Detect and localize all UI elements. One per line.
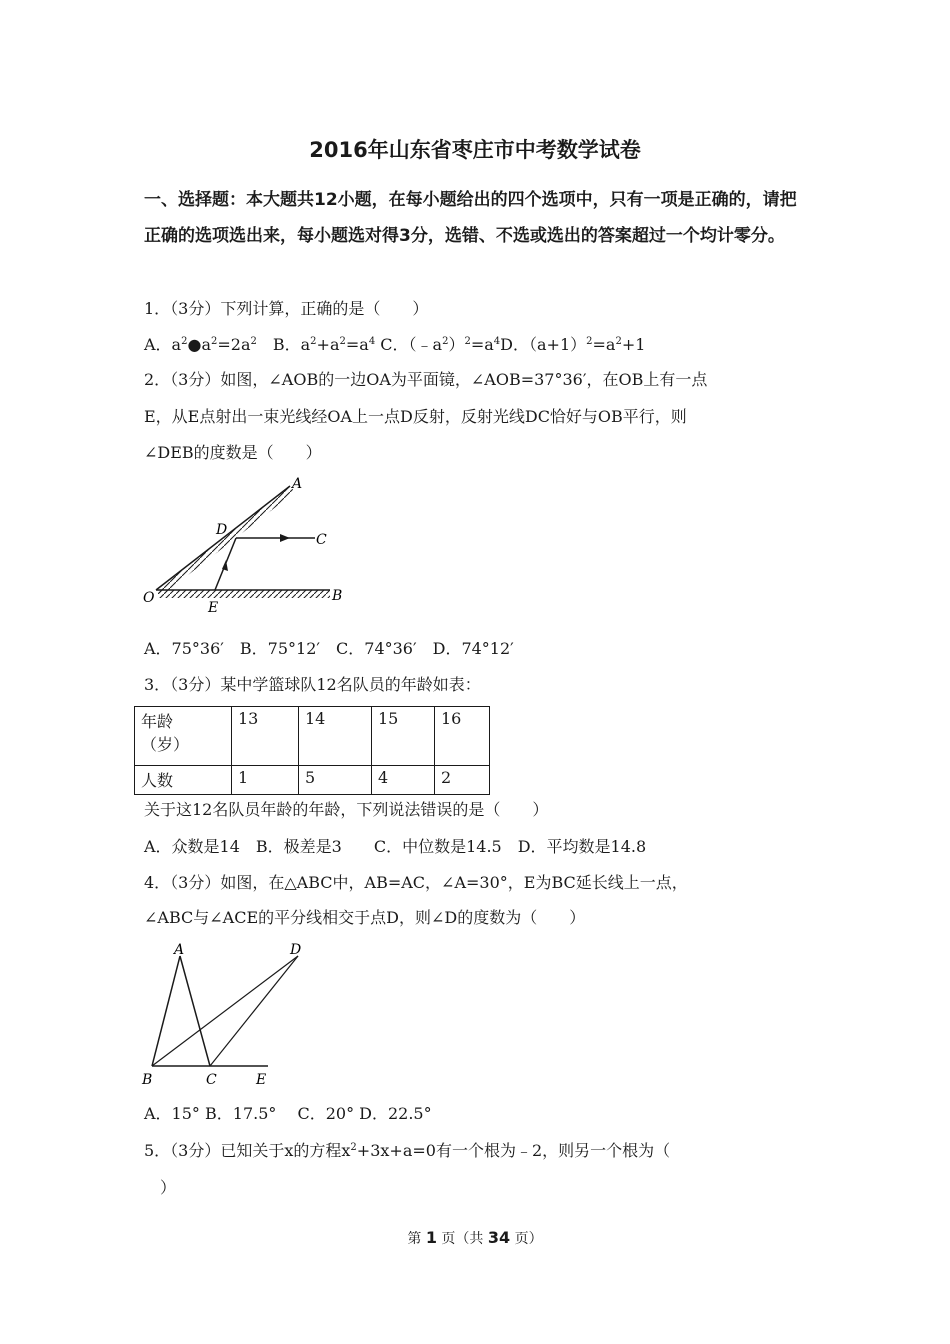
label-e: E: [256, 1072, 267, 1088]
triangle-bisector-figure: [140, 938, 315, 1090]
page-number: 1: [425, 1228, 437, 1247]
question-5-line-1: 5．（3分）已知关于x的方程$x^2+3x+a=0$有一个根为﹣2，则另一个根为（: [144, 1141, 671, 1160]
table-row: [135, 766, 490, 795]
question-1-stem: 1．（3分）下列计算，正确的是（ ）: [144, 299, 429, 318]
page-title: 2016年山东省枣庄市中考数学试卷: [309, 138, 641, 162]
table-cell: 2: [435, 766, 490, 795]
question-3-question: 关于这12名队员年龄的年龄，下列说法错误的是（ ）: [144, 800, 549, 819]
question-2-line-2: E，从E点射出一束光线经OA上一点D反射，反射光线DC恰好与OB平行，则: [144, 407, 687, 426]
question-5-line-2: ）: [144, 1178, 177, 1197]
age-table: [134, 706, 490, 795]
label-b: B: [332, 588, 343, 604]
label-d: D: [216, 522, 228, 538]
label-o: O: [143, 590, 155, 606]
table-row: [135, 707, 490, 766]
section-heading: 一、选择题：本大题共12小题，在每小题给出的四个选项中，只有一项是正确的，请把正确的选项选出来，每小题选对得3分，选错、不选或选出的答案超过一个均计零分。: [144, 190, 797, 246]
question-3-stem: 3．（3分）某中学篮球队12名队员的年龄如表：: [144, 675, 481, 694]
label-b: B: [142, 1072, 153, 1088]
label-a: A: [292, 476, 303, 492]
table-header-age: 年龄 （岁）: [135, 707, 232, 766]
table-cell: 15: [372, 707, 435, 766]
question-4-line-1: 4．（3分）如图，在△ABC中，AB=AC，∠A=30°，E为BC延长线上一点，: [144, 873, 688, 892]
label-e: E: [208, 600, 219, 616]
question-1-options: A．$a^2●a^2=2a^2$ B．$a^2+a^2=a^4$ C．$(﹣a^2)^2=a^4D$．$(a+1)^2=a^2+1$: [144, 335, 646, 354]
table-header-count: 人数: [135, 766, 232, 795]
table-cell: 14: [299, 707, 372, 766]
table-cell: 4: [372, 766, 435, 795]
question-2-options: A．75°36′ B．75°12′ C．74°36′ D．74°12′: [144, 639, 514, 658]
table-cell: 13: [232, 707, 299, 766]
question-2-line-1: 2．（3分）如图，∠AOB的一边OA为平面镜，∠AOB=37°36′，在OB上有一点: [144, 370, 708, 389]
page-footer: 第 1 页（共 34 页）: [407, 1228, 543, 1247]
page-total: 34: [487, 1228, 511, 1247]
table-cell: 16: [435, 707, 490, 766]
label-d: D: [290, 942, 302, 958]
label-c: C: [316, 532, 327, 548]
label-a: A: [174, 942, 185, 958]
table-cell: 1: [232, 766, 299, 795]
question-4-line-2: ∠ABC与∠ACE的平分线相交于点D，则∠D的度数为（ ）: [144, 908, 586, 927]
mirror-angle-figure: [140, 474, 350, 620]
question-3-options: A．众数是14 B．极差是3 C．中位数是14.5 D．平均数是14.8: [144, 837, 647, 856]
question-4-options: A．15° B．17.5° C．20° D．22.5°: [144, 1104, 432, 1123]
table-cell: 5: [299, 766, 372, 795]
label-c: C: [206, 1072, 217, 1088]
question-2-line-3: ∠DEB的度数是（ ）: [144, 443, 322, 462]
